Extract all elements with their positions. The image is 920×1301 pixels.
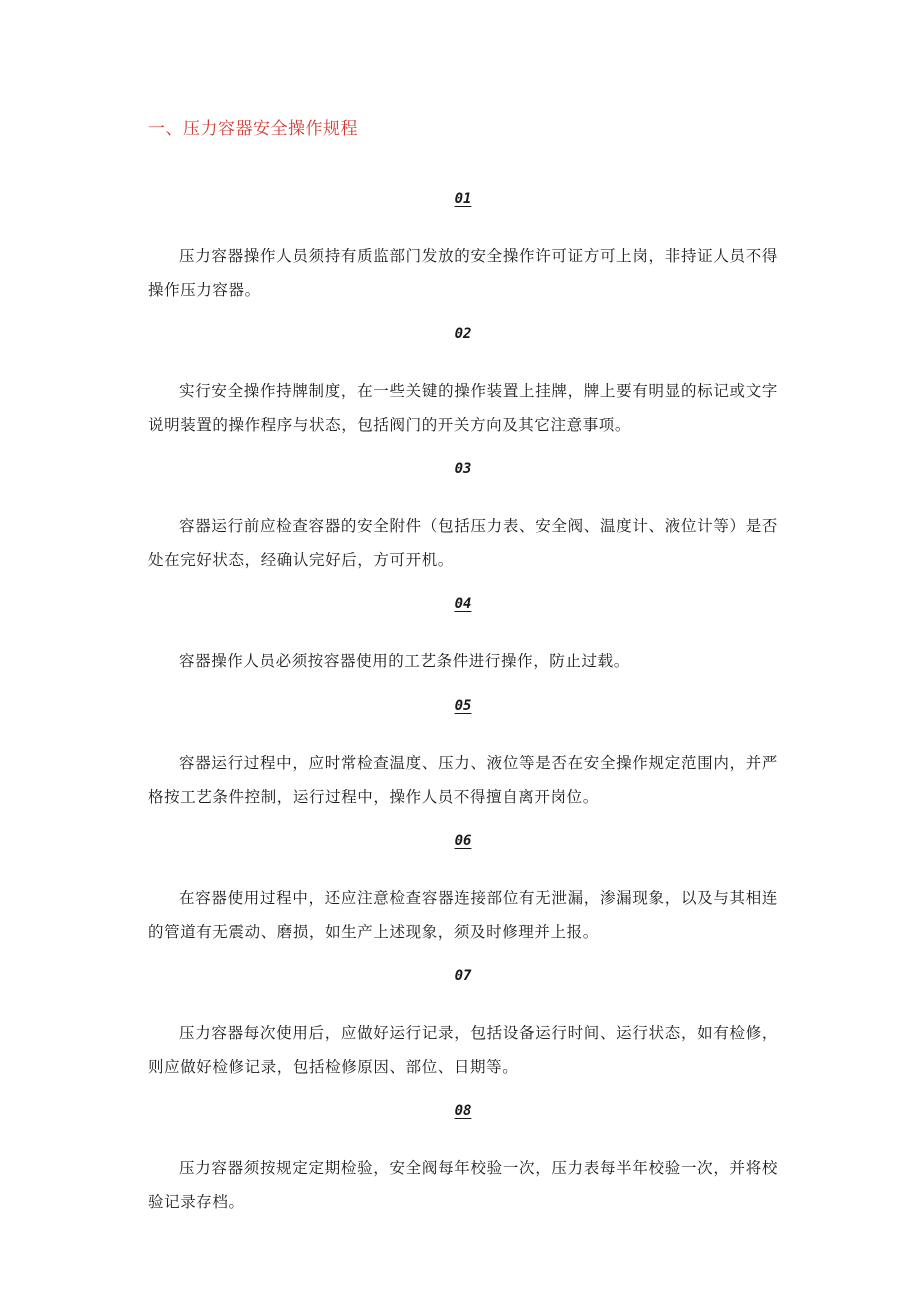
rule-text: 在容器使用过程中，还应注意检查容器连接部位有无泄漏，渗漏现象，以及与其相连的管道有无震动、磨损，如生产上述现象，须及时修理并上报。 (148, 889, 778, 941)
rule-number: 07 (454, 968, 472, 984)
rule-item-01 (148, 190, 778, 307)
rule-item-03 (148, 460, 778, 577)
rule-item-07 (148, 967, 778, 1084)
rule-number: 04 (454, 596, 472, 612)
rule-number: 08 (454, 1103, 472, 1119)
rule-text: 实行安全操作持牌制度，在一些关键的操作装置上挂牌，牌上要有明显的标记或文字说明装置的操作程序与状态，包括阀门的开关方向及其它注意事项。 (148, 382, 778, 434)
rule-number: 01 (454, 191, 472, 207)
rule-number: 03 (454, 461, 472, 477)
rule-item-02 (148, 325, 778, 442)
rule-text: 压力容器每次使用后，应做好运行记录，包括设备运行时间、运行状态，如有检修，则应做好检修记录，包括检修原因、部位、日期等。 (148, 1024, 778, 1076)
rule-text: 容器运行过程中，应时常检查温度、压力、液位等是否在安全操作规定范围内，并严格按工艺条件控制，运行过程中，操作人员不得擅自离开岗位。 (148, 754, 778, 806)
rule-text: 压力容器操作人员须持有质监部门发放的安全操作许可证方可上岗，非持证人员不得操作压力容器。 (148, 247, 778, 299)
rule-item-04 (148, 595, 778, 678)
rule-text: 压力容器须按规定定期检验，安全阀每年校验一次，压力表每半年校验一次，并将校验记录存档。 (148, 1159, 778, 1211)
rule-text: 容器操作人员必须按容器使用的工艺条件进行操作，防止过载。 (179, 652, 630, 670)
rule-number: 02 (454, 326, 472, 342)
rule-text: 容器运行前应检查容器的安全附件（包括压力表、安全阀、温度计、液位计等）是否处在完好状态，经确认完好后，方可开机。 (148, 517, 778, 569)
rule-item-08 (148, 1102, 778, 1219)
rule-number: 06 (454, 833, 472, 849)
section-title: 一、压力容器安全操作规程 (148, 119, 358, 139)
rule-item-06 (148, 832, 778, 949)
rule-number: 05 (454, 698, 472, 714)
rule-item-05 (148, 697, 778, 814)
